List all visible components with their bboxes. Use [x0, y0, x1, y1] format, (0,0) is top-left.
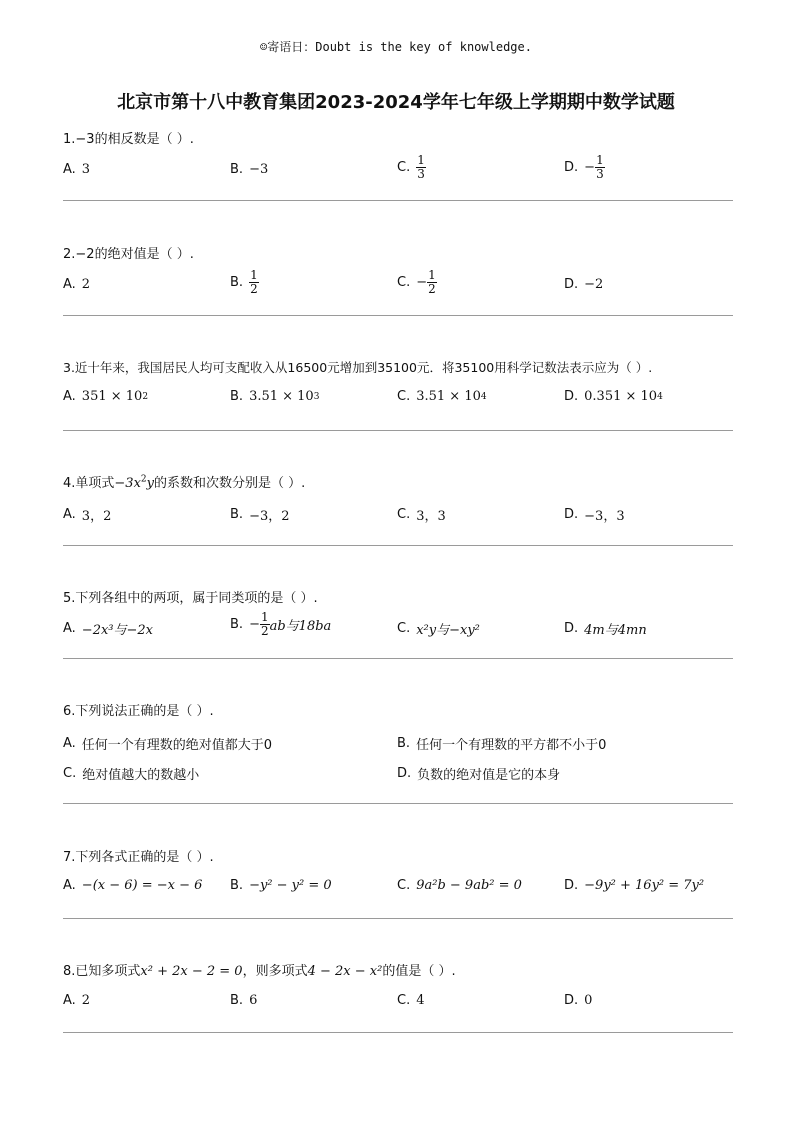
option-c: C. $\frac{1}{3}$: [397, 153, 425, 181]
option-d: D. 0.351 × 10 4: [564, 389, 663, 404]
divider: [63, 1032, 733, 1033]
option-d: D. 0: [564, 993, 593, 1008]
divider: [63, 803, 733, 804]
option-c: C. 3.51 × 10 4: [397, 389, 487, 404]
option-b: B. $\frac{1}{2}$: [230, 268, 258, 296]
option-a: A. 3，2: [63, 507, 112, 524]
fraction: $\frac{1}{3}$: [596, 153, 604, 181]
question-stem: 8.已知多项式x² + 2x − 2 = 0，则多项式4 − 2x − x²的值是（ ）.: [63, 964, 456, 979]
divider: [63, 918, 733, 919]
fraction: $\frac{1}{2}$: [428, 268, 436, 296]
fraction: $\frac{1}{3}$: [417, 153, 425, 181]
option-a: A. 351 × 10 2: [63, 389, 149, 404]
divider: [63, 545, 733, 546]
question-stem: 1.−3的相反数是（ ）.: [63, 132, 194, 147]
question-stem: 6.下列说法正确的是（ ）.: [63, 704, 214, 719]
fraction: $\frac{1}{2}$: [250, 268, 258, 296]
option-b: B. 3.51 × 10 3: [230, 389, 320, 404]
option-a: A. 3: [63, 162, 91, 177]
option-c: C. 9a²b − 9ab² = 0: [397, 878, 522, 893]
option-d: D. −9y² + 16y² = 7y²: [564, 878, 705, 893]
fraction: $\frac{1}{2}$: [260, 610, 269, 638]
option-b: B. −y² − y² = 0: [230, 878, 332, 893]
option-d: D. −3，3: [564, 507, 625, 524]
divider: [63, 430, 733, 431]
option-b: B. − $\frac{1}{2}$ ab与18ba: [230, 610, 332, 638]
divider: [63, 315, 733, 316]
option-d: D. −2: [564, 277, 604, 292]
option-c: C. 3，3: [397, 507, 446, 524]
option-d: D. − $\frac{1}{3}$: [564, 153, 604, 181]
option-b: B. 任何一个有理数的平方都不小于0: [397, 736, 607, 753]
option-c: C. 绝对值越大的数越小: [63, 766, 200, 783]
option-c: C. x²y与−xy²: [397, 621, 480, 638]
option-a: A. −(x − 6) = −x − 6: [63, 878, 203, 893]
option-c: C. 4: [397, 993, 425, 1008]
question-stem: 3.近十年来，我国居民人均可支配收入从16500元增加到35100元．将35100用科学记数法表示应为（ ）.: [63, 360, 653, 375]
option-b: B. −3: [230, 162, 269, 177]
option-a: A. 2: [63, 993, 91, 1008]
option-a: A. 任何一个有理数的绝对值都大于0: [63, 736, 273, 753]
option-a: A. 2: [63, 277, 91, 292]
question-stem: 5.下列各组中的两项，属于同类项的是（ ）.: [63, 591, 318, 606]
option-d: D. 负数的绝对值是它的本身: [397, 766, 561, 783]
option-c: C. − $\frac{1}{2}$: [397, 268, 436, 296]
divider: [63, 200, 733, 201]
page-title: 北京市第十八中教育集团2023-2024学年七年级上学期期中数学试题: [117, 92, 675, 113]
question-stem: 4.单项式$-3x^2y$的系数和次数分别是（ ）.: [63, 474, 306, 491]
question-stem: 7.下列各式正确的是（ ）.: [63, 850, 214, 865]
option-b: B. −3，2: [230, 507, 290, 524]
motto: ☺寄语日：Doubt is the key of knowledge.: [260, 40, 532, 54]
divider: [63, 658, 733, 659]
question-stem: 2.−2的绝对值是（ ）.: [63, 247, 194, 262]
option-b: B. 6: [230, 993, 258, 1008]
option-a: A. −2x³与−2x: [63, 621, 153, 638]
option-d: D. 4m与4mn: [564, 621, 647, 638]
